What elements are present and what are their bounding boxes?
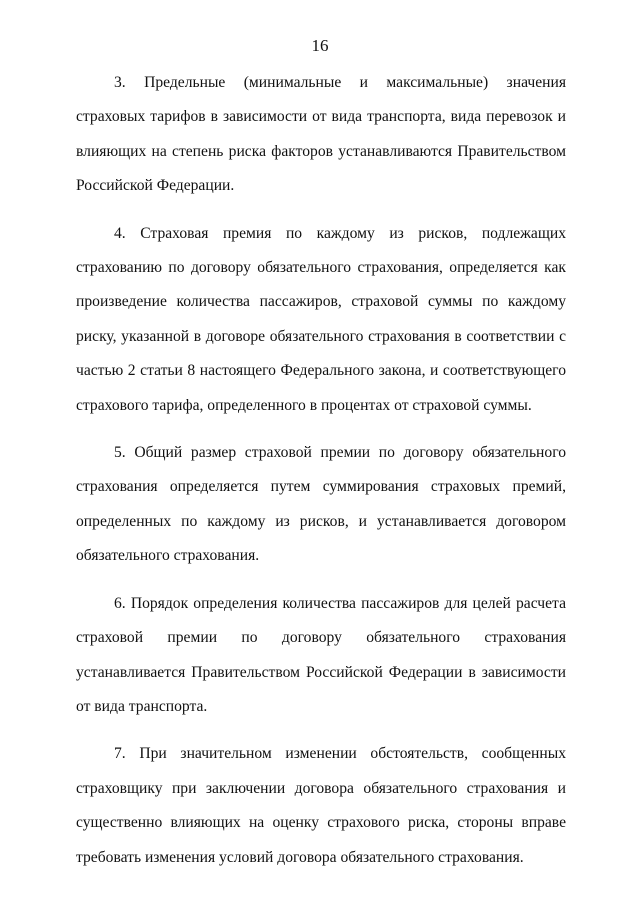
paragraph-5: 5. Общий размер страховой премии по договору обязательного страхования определяется путем суммирования страховых премий, определенных по каждому из рисков, и устанавливается договором обязательного страхования. (76, 444, 566, 565)
paragraph-7: 7. При значительном изменении обстоятельств, сообщенных страховщику при заключении договора обязательного страхования и существенно влияющих на оценку страхового риска, стороны вправе требовать изменения условий договора обязательного страхования. (76, 745, 566, 866)
document-body (76, 66, 566, 875)
page-number: 16 (311, 36, 329, 55)
paragraph-6: 6. Порядок определения количества пассажиров для целей расчета страховой премии по договору обязательного страхования устанавливается Правительством Российской Федерации в зависимости от вида транспорта. (76, 594, 566, 715)
paragraph-4: 4. Страховая премия по каждому из рисков, подлежащих страхованию по договору обязательного страхования, определяется как произведение количества пассажиров, страховой суммы по каждому риску, указанной в договоре обязательного страхования в соответствии с частью 2 статьи 8 настоящего Федерального закона, и соответствующего страхового тарифа, определенного в процентах от страховой суммы. (76, 224, 566, 414)
paragraph-3: 3. Предельные (минимальные и максимальные) значения страховых тарифов в зависимости от вида транспорта, вида перевозок и влияющих на степень риска факторов устанавливаются Правительством Российской Федерации. (76, 74, 566, 195)
